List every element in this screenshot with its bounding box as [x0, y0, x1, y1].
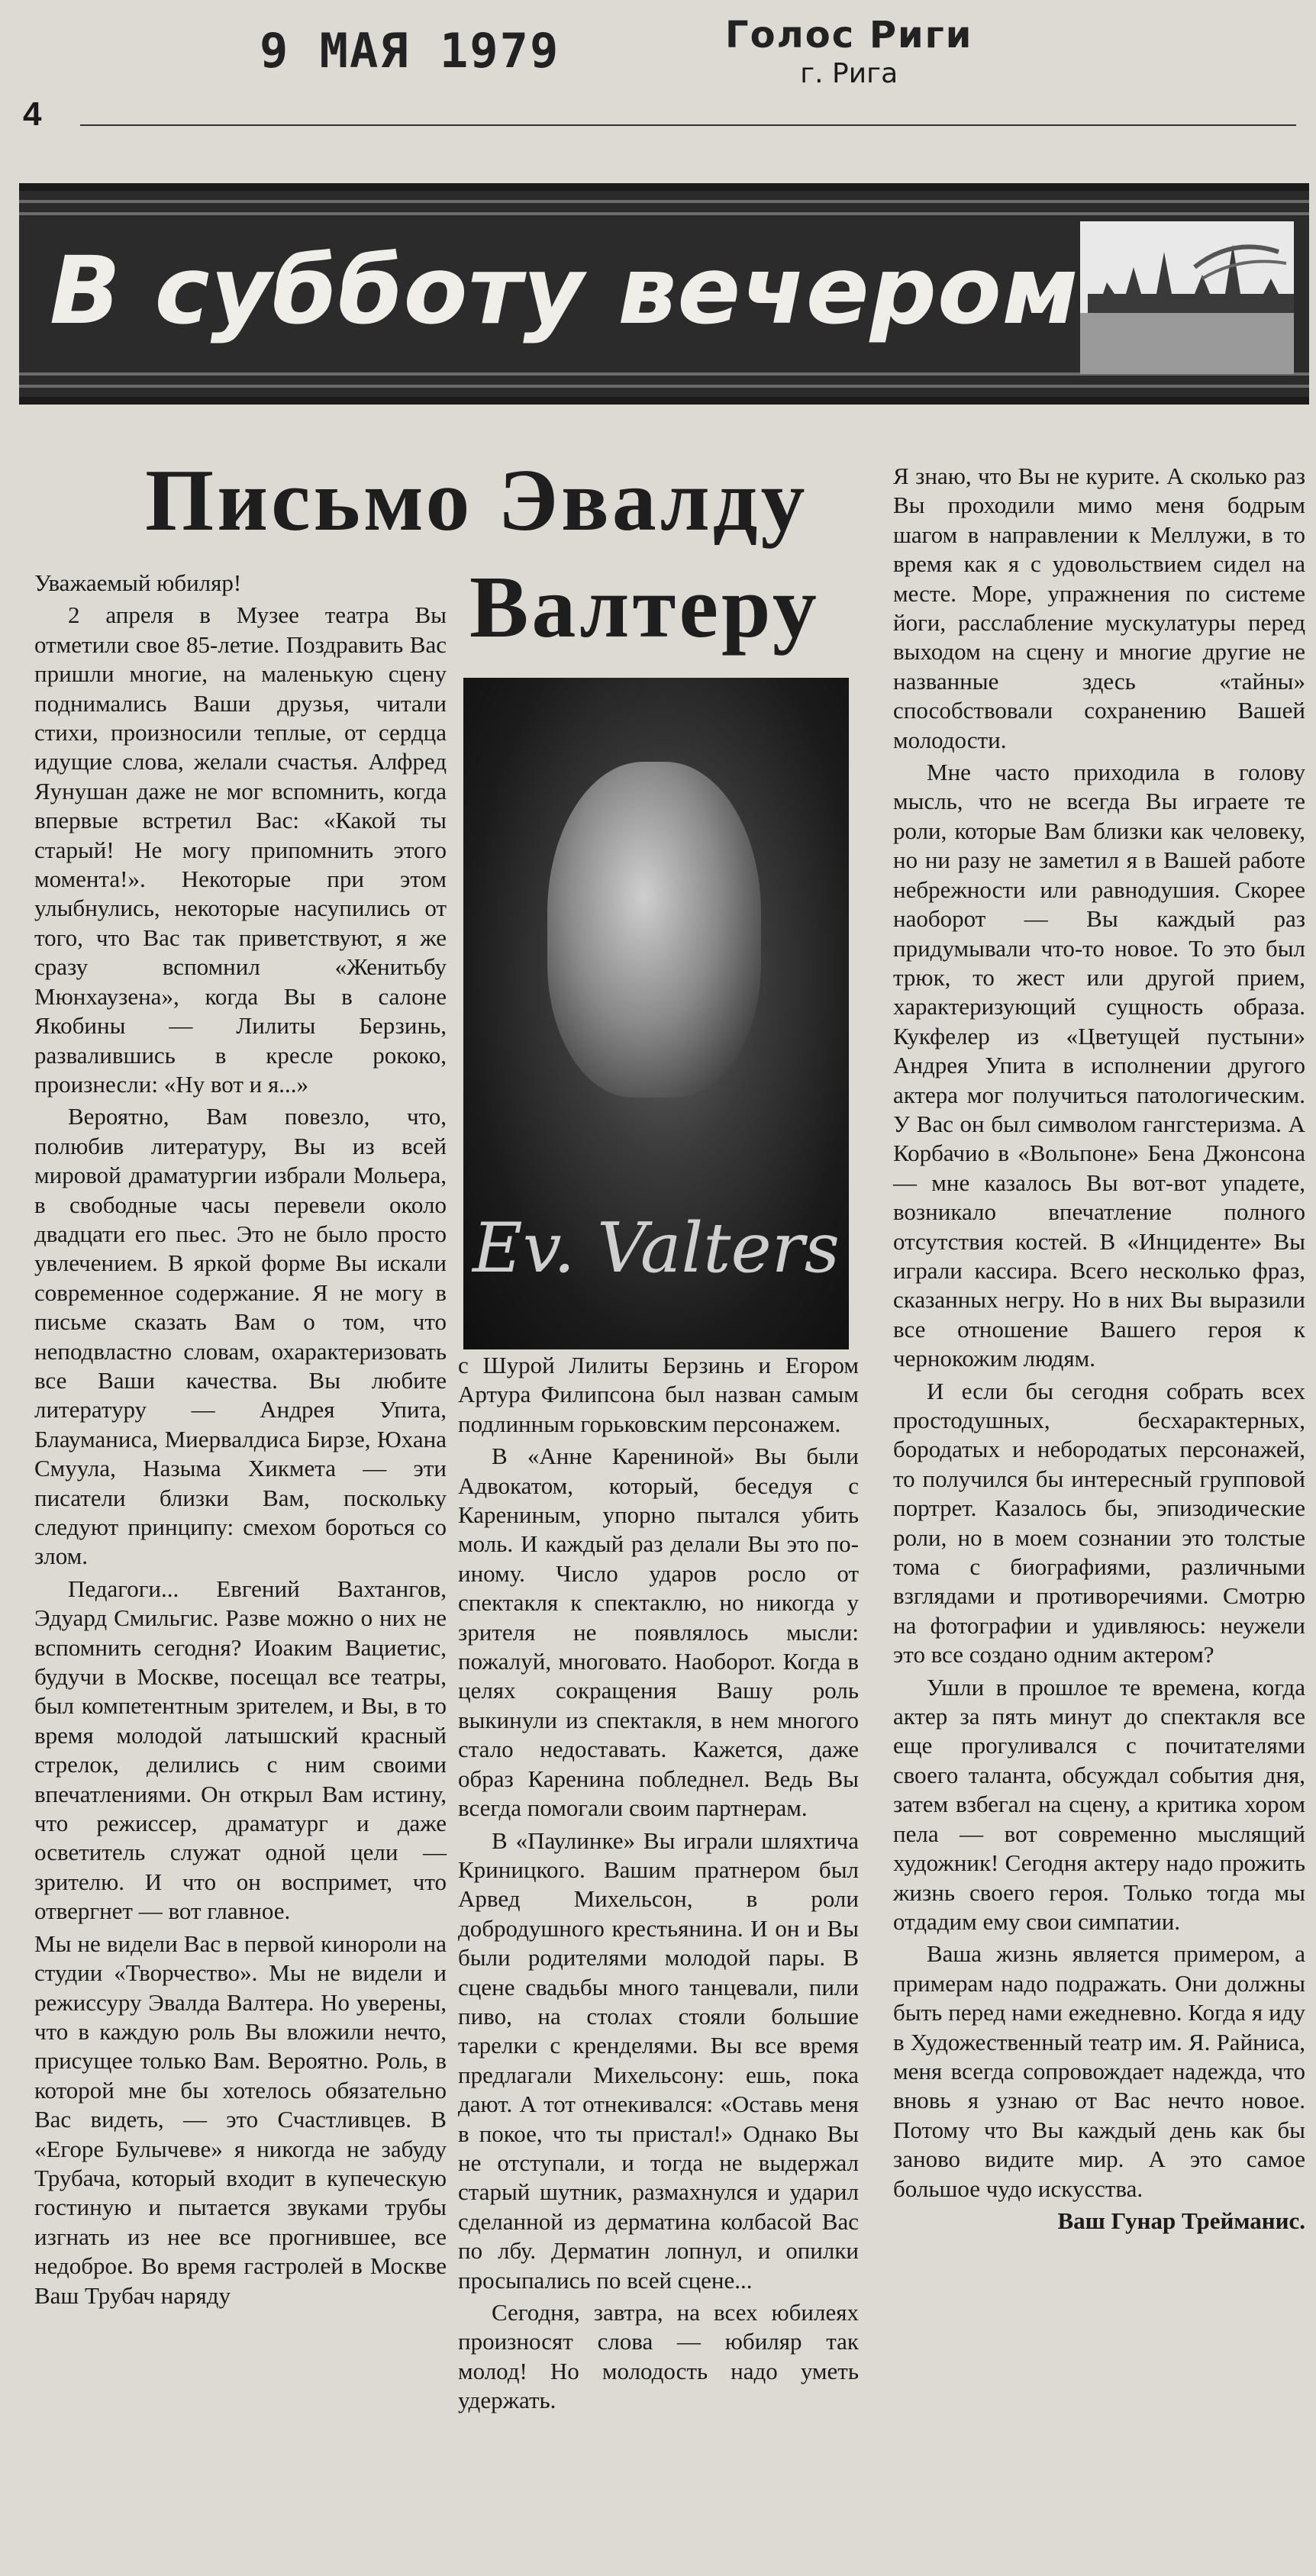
banner-stripe — [19, 200, 1309, 203]
paragraph: с Шурой Лилиты Берзинь и Егором Артура Филипсона был назван самым подлинным горьковским персонажем. — [458, 1352, 859, 1437]
paragraph: Ваша жизнь является примером, а примерам надо подражать. Они должны быть перед нами ежедневно. Когда я иду в Художественный театр им. Я. Райниса, меня всегда сопровождает надежда, что вновь я узнаю от Вас нечто новое. Потому что Вы каждый день как бы заново видите мир. А это самое большое чудо искусства. — [893, 1940, 1305, 2202]
rubric-title: В субботу вечером — [50, 237, 1079, 345]
paragraph: В «Анне Карениной» Вы были Адвокатом, который, беседуя с Карениным, упорно пытался убить моль. И каждый раз делали Вы это по-иному. Число ударов росло от спектакля к спектаклю, но никогда у зрителя не появлялось мысли: пожалуй, многовато. Наоборот. Когда в целях сокращения Вашу роль выкинули из спектакля, в нем многого стало недоставать. Кажется, даже образ Каренина побледнел. Ведь Вы всегда помогали своим партнерам. — [458, 1443, 859, 1822]
banner-stripe — [19, 385, 1309, 388]
portrait-photo — [463, 678, 849, 1349]
riga-skyline-image — [1080, 221, 1294, 374]
paragraph: Я знаю, что Вы не курите. А сколько раз Вы проходили мимо меня бодрым шагом в направлении к Меллужи, в то время как я с удовольствием сидел на месте. Море, упражнения по системе йоги, расслабление мускулатуры перед выходом на сцену и многие другие не названные здесь «тайны» способствовали сохранению Вашей молодости. — [893, 463, 1305, 753]
page-number: 4 — [23, 95, 42, 133]
header-rule — [80, 124, 1296, 126]
article-title-line-2: Валтеру — [469, 559, 820, 656]
paragraph: Уважаемый юбиляр! — [34, 569, 242, 596]
paragraph: Мы не видели Вас в первой кинороли на студии «Творчество». Мы не видели и режиссуру Эвалда Валтера. Но уверены, что в каждую роль Вы вложили нечто, присущее только Вам. Вероятно. Роль, в которой мне бы хотелось обязательно Вас видеть, — это Счастливцев. В «Егоре Булычеве» я никогда не забуду Трубача, который входит в купеческую гостиную и пытается звуками трубы изгнать из нее все прогнившее, все недоброе. Во время гастролей в Москве Ваш Трубач наряду — [34, 1930, 447, 2309]
paragraph: Ушли в прошлое те времена, когда актер за пять минут до спектакля все еще прогуливался с почитателями своего таланта, обсуждал события дня, затем взбегал на сцену, а критика хором пела — вот современно мыслящий художник! Сегодня актеру надо прожить жизнь своего героя. Только тогда мы отдадим ему свои симпатии. — [893, 1673, 1305, 1935]
banner-stripe — [19, 212, 1309, 215]
paragraph: И если бы сегодня собрать всех простодушных, бесхарактерных, бородатых и небородатых персонажей, то получился бы интересный групповой портрет. Казалось бы, эпизодические роли, но в моем сознании это толстые тома с биографиями, различными взглядами и противоречиями. Смотрю на фотографии и удивляюсь: неужели это все создано одним актером? — [893, 1377, 1305, 1668]
skyline-icon — [1080, 221, 1294, 374]
article-column-3 — [893, 462, 1305, 2239]
paragraph: Мне часто приходила в голову мысль, что не всегда Вы играете те роли, которые Вам близки как человеку, но ни разу не заметил я в Вашей работе небрежности или равнодушия. Скорее наоборот — Вы каждый раз придумывали что-то новое. То это был трюк, то жест или другой прием, характеризующий сущность образа. Кукфелер из «Цветущей пустыни» Андрея Упита в исполнении другого актера мог получиться патологическим. У Вас он был символом гангстеризма. А Корбачио в «Вольпоне» Бена Джонсона — мне казалось Вы вот-вот упадете, возникало впечатление полного отсутствия костей. В «Инциденте» Вы играли кассира. Всего несколько фраз, сказанных негру. Но в них Вы выразили все отношение Вашего героя к чернокожим людям. — [893, 759, 1305, 1372]
rubric-banner — [19, 183, 1309, 405]
paragraph: Сегодня, завтра, на всех юбилеях произносят слова — юбиляр так молод! Но молодость надо уметь удержать. — [458, 2299, 859, 2414]
author-signature: Ваш Гунар Трейманис. — [1057, 2207, 1305, 2234]
photo-signature: Ev. Valters — [473, 1208, 840, 1288]
article-column-1 — [34, 569, 447, 2313]
paragraph: Вероятно, Вам повезло, что, полюбив литературу, Вы из всей мировой драматургии избрали Мольера, в свободные часы перевели около двадцати его пьес. Это не было просто увлечением. В яркой форме Вы искали современное содержание. Я не могу в письме сказать Вам о том, что неподвластно словам, охарактеризовать все Ваши качества. Вы любите литературу — Андрея Упита, Блауманиса, Миервалдиса Бирзе, Юхана Смуула, Назыма Хикмета — эти писатели близки Вам, поскольку следуют принципу: смехом бороться со злом. — [34, 1103, 447, 1570]
article-column-2 — [458, 1351, 859, 2419]
article-title-line-1: Письмо Эвалду — [145, 452, 808, 550]
paragraph: В «Паулинке» Вы играли шляхтича Криницкого. Вашим пратнером был Арвед Михельсон, в роли добродушного крестьянина. И он и Вы были родителями молодой пары. В сцене свадьбы много танцевали, пили пиво, на столах стояли большие тарелки с кренделями. Вы все время предлагали Михельсону: ешь, пока дают. А тот отнекивался: «Оставь меня в покое, что ты пристал!» Однако Вы не отступали, и тогда не выдержал старый шутник, размахнулся и ударил сделанной из дерматина колбасой Вас по лбу. Дерматин лопнул, и опилки просыпались по всей сцене... — [458, 1826, 859, 2294]
newspaper-city: г. Рига — [800, 58, 898, 89]
date-stamp: 9 МАЯ 1979 — [260, 23, 560, 79]
newspaper-name: Голос Риги — [725, 14, 973, 56]
newspaper-stamp — [725, 14, 972, 89]
paragraph: Педагоги... Евгений Вахтангов, Эдуард Смильгис. Разве можно о них не вспомнить сегодня? Иоаким Вациетис, будучи в Москве, посещал все театры, был компетентным зрителем, и Вы, в то время молодой латышский красный стрелок, делились с ним своими впечатлениями. Он открыл Вам истину, что режиссер, драматург и даже осветитель служат одной цели — зрителю. И что он воспримет, что отвергнет — вот главное. — [34, 1575, 447, 1925]
portrait-face — [547, 762, 761, 1098]
paragraph: 2 апреля в Музее театра Вы отметили свое 85-летие. Поздравить Вас пришли многие, на маленькую сцену поднимались Ваши друзья, читали стихи, произносили теплые, от сердца идущие слова, желали счастья. Алфред Яунушан даже не мог вспомнить, когда впервые встретил Вас: «Какой ты старый! Не могу припомнить этого момента!». Некоторые при этом улыбнулись, некоторые насупились от того, что Вас так приветствуют, я же сразу вспомнил «Женитьбу Мюнхаузена», когда Вы в салоне Якобины — Лилиты Берзинь, развалившись в кресле рококо, произнесли: «Ну вот и я...» — [34, 601, 447, 1098]
